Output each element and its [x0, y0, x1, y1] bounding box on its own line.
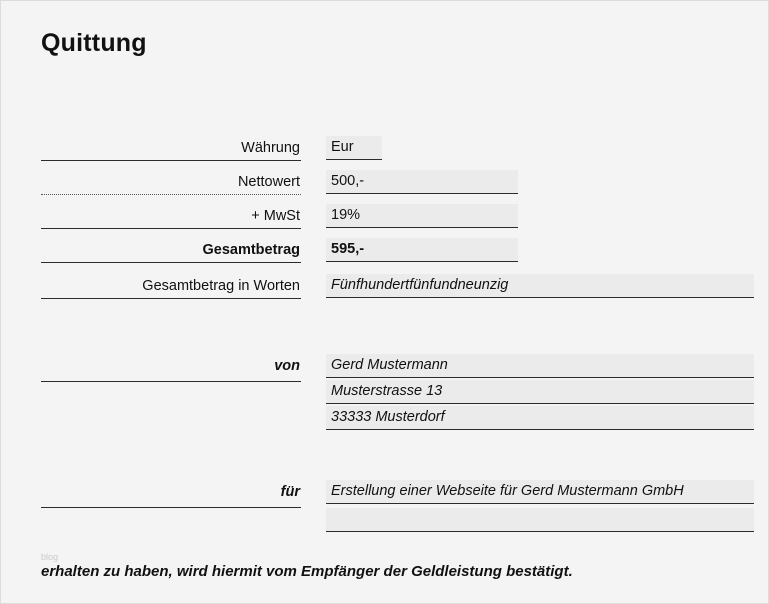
- watermark-text: blog: [41, 552, 59, 562]
- field-label-currency: Währung: [241, 140, 300, 156]
- field-value-vat[interactable]: 19%: [326, 204, 518, 228]
- field-value-purpose-line2[interactable]: [326, 508, 754, 532]
- field-value-purpose[interactable]: Erstellung einer Webseite für Gerd Mustermann GmbH: [326, 480, 754, 504]
- field-value-from-city[interactable]: 33333 Musterdorf: [326, 406, 754, 430]
- label-rule: [41, 507, 301, 508]
- label-rule: [41, 194, 301, 195]
- label-rule: [41, 262, 301, 263]
- field-value-total[interactable]: 595,-: [326, 238, 518, 262]
- field-value-currency[interactable]: Eur: [326, 136, 382, 160]
- field-value-from-name[interactable]: Gerd Mustermann: [326, 354, 754, 378]
- label-rule: [41, 381, 301, 382]
- field-label-total: Gesamtbetrag: [202, 242, 300, 258]
- field-value-from-street[interactable]: Musterstrasse 13: [326, 380, 754, 404]
- label-rule: [41, 160, 301, 161]
- field-value-total-words[interactable]: Fünfhundertfünfundneunzig: [326, 274, 754, 298]
- field-label-vat: + MwSt: [251, 208, 300, 224]
- label-rule: [41, 228, 301, 229]
- page-title: Quittung: [41, 29, 147, 57]
- label-rule: [41, 298, 301, 299]
- field-label-from: von: [274, 358, 300, 374]
- field-value-net[interactable]: 500,-: [326, 170, 518, 194]
- field-label-purpose: für: [280, 484, 300, 500]
- footer-note: erhalten zu haben, wird hiermit vom Empfänger der Geldleistung bestätigt.: [41, 563, 573, 580]
- field-label-net: Nettowert: [237, 174, 300, 190]
- field-label-total-words: Gesamtbetrag in Worten: [142, 278, 300, 294]
